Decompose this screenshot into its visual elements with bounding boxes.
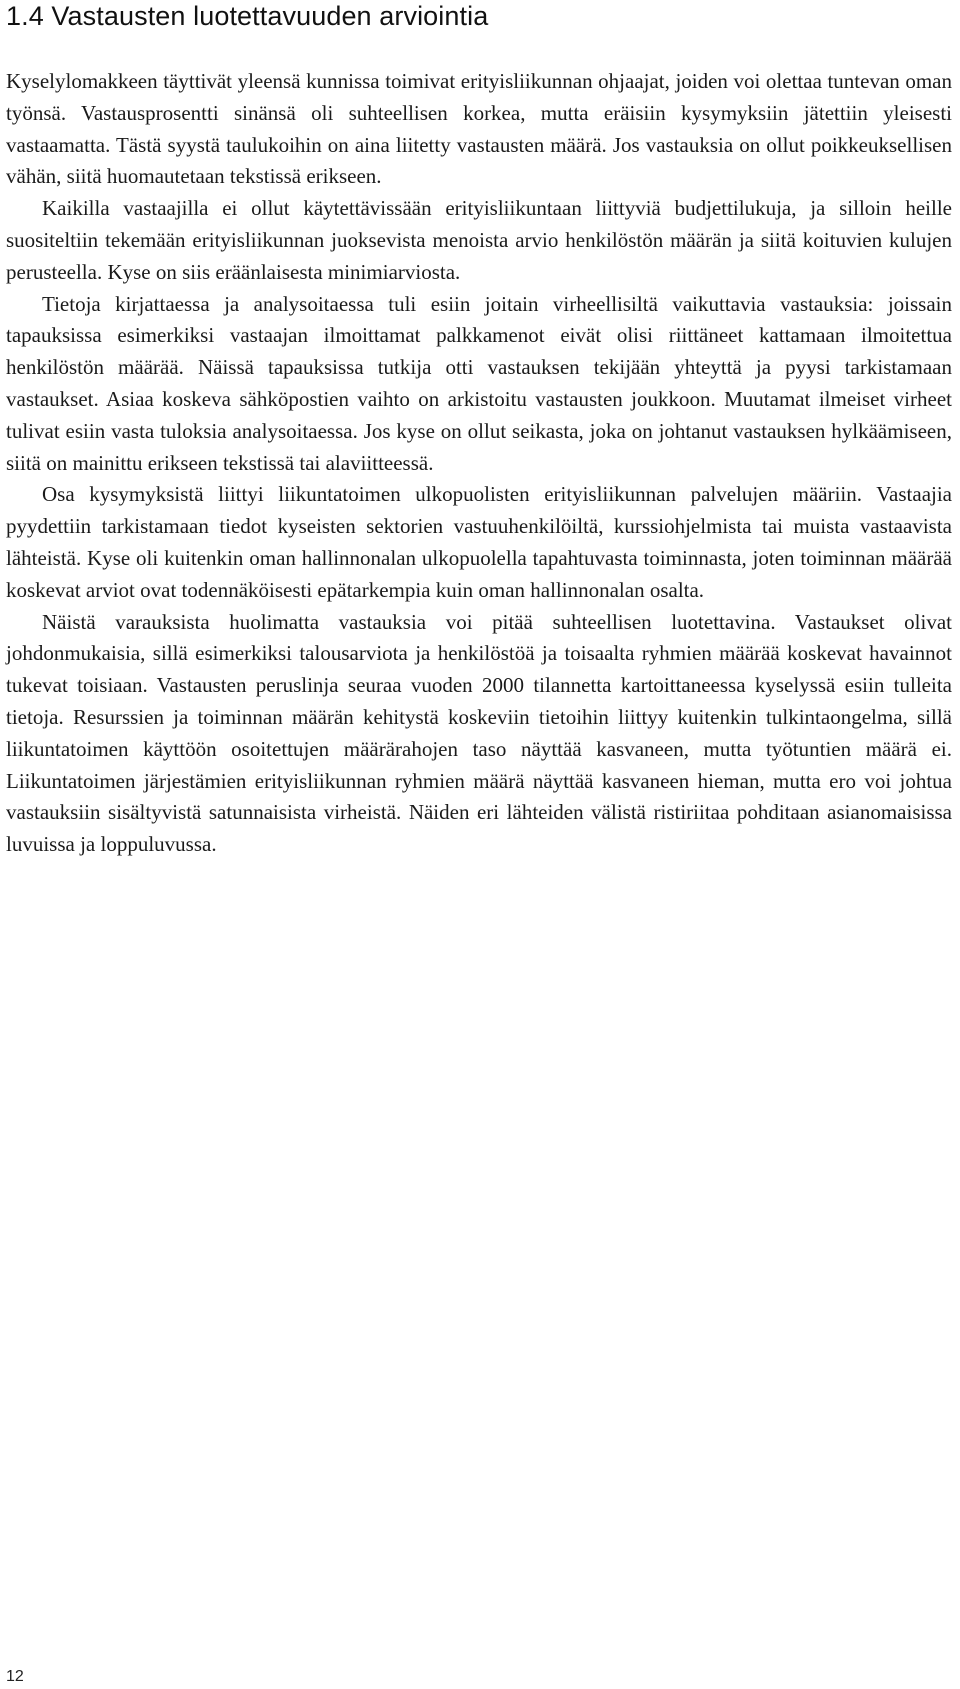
paragraph-4: Osa kysymyksistä liittyi liikuntatoimen ulkopuolisten erityisliikunnan palvelujen määriin. Vastaajia pyydettiin tarkistamaan tiedot kyseisten sektorien vastuuhenkilöiltä, kurssiohjelmista tai muista vastaavista lähteistä. Kyse oli kuitenkin oman hallinnonalan ulkopuolella tapahtuvasta toiminnasta, joten toiminnan määrää koskevat arviot ovat todennäköisesti epätarkempia kuin oman hallinnonalan osalta. (6, 482, 952, 602)
paragraph-2: Kaikilla vastaajilla ei ollut käytettävissään erityisliikuntaan liittyviä budjettilukuja, ja silloin heille suositeltiin tekemään erityisliikunnan juoksevista menoista arvio henkilöstön määrän ja siitä koituvien kulujen perusteella. Kyse on siis eräänlaisesta minimiarviosta. (6, 196, 952, 284)
paragraph-1: Kyselylomakkeen täyttivät yleensä kunnissa toimivat erityisliikunnan ohjaajat, joiden voi olettaa tuntevan oman työnsä. Vastausprosentti sinänsä oli suhteellisen korkea, mutta eräisiin kysymyksiin jätettiin yleisesti vastaamatta. Tästä syystä taulukoihin on aina liitetty vastausten määrä. Jos vastauksia on ollut poikkeuksellisen vähän, siitä huomautetaan tekstissä erikseen. (6, 69, 952, 189)
body-text (6, 66, 952, 861)
section-heading: 1.4 Vastausten luotettavuuden arviointia (6, 1, 489, 31)
paragraph-3: Tietoja kirjattaessa ja analysoitaessa tuli esiin joitain virheellisiltä vaikuttavia vastauksia: joissain tapauksissa esimerkiksi vastaajan ilmoittamat palkkamenot eivät olisi riittäneet kattamaan ilmoitettua henkilöstön määrää. Näissä tapauksissa tutkija otti vastauksen tekijään yhteyttä ja pyysi tarkistamaan vastaukset. Asiaa koskeva sähköpostien vaihto on arkistoitu vastausten joukkoon. Muutamat ilmeiset virheet tulivat esiin vasta tuloksia analysoitaessa. Jos kyse on ollut seikasta, joka on johtanut vastauksen hylkäämiseen, siitä on mainittu erikseen tekstissä tai alaviitteessä. (6, 291, 952, 475)
paragraph-5: Näistä varauksista huolimatta vastauksia voi pitää suhteellisen luotettavina. Vastaukset olivat johdonmukaisia, sillä esimerkiksi talousarviota ja henkilöstöä ja toisaalta ryhmien määrää koskevat havainnot tukevat toisiaan. Vastausten peruslinja seuraa vuoden 2000 tilannetta kartoittaneessa kyselyssä esiin tulleita tietoja. Resurssien ja toiminnan määrän kehitystä koskeviin tietoihin liittyy kuitenkin tulkintaongelma, sillä liikuntatoimen käyttöön osoitettujen määrärahojen taso näyttää kasvaneen, mutta työtuntien määrä ei. Liikuntatoimen järjestämien erityisliikunnan ryhmien määrä näyttää kasvaneen hieman, mutta ero voi johtua vastauksiin sisältyvistä satunnaisista virheistä. Näiden eri lähteiden välistä ristiriitaa pohditaan asianomaisissa luvuissa ja loppuluvussa. (6, 609, 952, 857)
page-number: 12 (6, 1668, 24, 1685)
